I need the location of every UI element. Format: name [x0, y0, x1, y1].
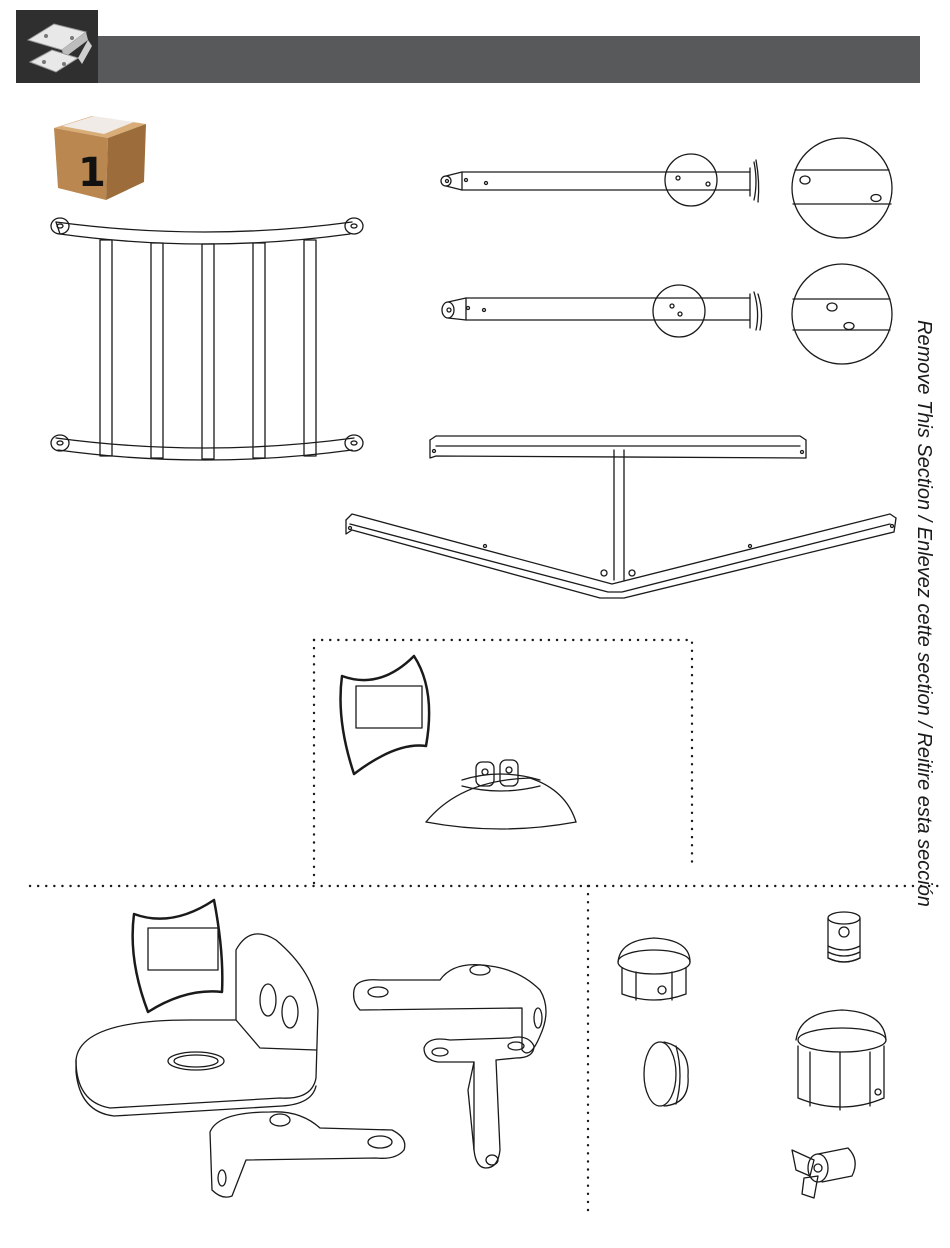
base-frame [346, 436, 896, 598]
plastic-bag-icon [133, 900, 223, 1012]
tube-part-2 [442, 285, 762, 337]
tube-detail-1 [792, 138, 892, 238]
t-bracket [424, 1037, 534, 1168]
threaded-insert [828, 912, 860, 962]
plastic-bag-icon [341, 656, 430, 774]
wing-nut [792, 1148, 855, 1198]
small-bracket-1 [210, 1112, 405, 1197]
tube-part-1 [441, 154, 759, 206]
sidebar-remove-section-text: Remove This Section / Enlevez cette section / Reitire esta sección [913, 320, 935, 907]
plug-cap [644, 1042, 688, 1106]
carton-number: 1 [78, 150, 106, 196]
cardboard-box-icon [54, 116, 146, 200]
round-cap-short [618, 938, 690, 1000]
tube-detail-2 [792, 264, 892, 364]
round-cap-tall [796, 1010, 886, 1110]
foot-cap-part [426, 760, 576, 829]
ladder-panel [51, 218, 363, 460]
